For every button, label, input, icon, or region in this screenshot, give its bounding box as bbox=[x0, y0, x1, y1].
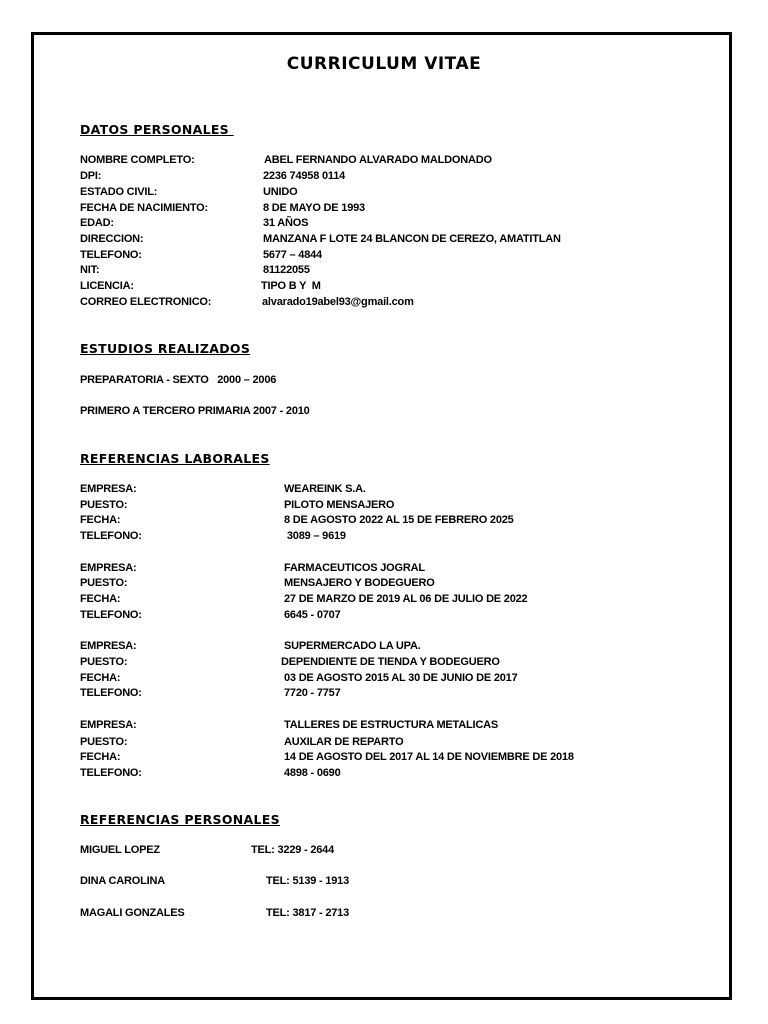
estudio-item: PREPARATORIA - SEXTO 2000 – 2006 bbox=[80, 374, 277, 386]
label-fecha: FECHA: bbox=[80, 514, 121, 526]
heading-referencias-laborales: REFERENCIAS LABORALES bbox=[80, 451, 270, 466]
value-direccion: MANZANA F LOTE 24 BLANCON DE CEREZO, AMATITLAN bbox=[263, 233, 561, 245]
value-fecha: 14 DE AGOSTO DEL 2017 AL 14 DE NOVIEMBRE DE 2018 bbox=[284, 751, 574, 763]
value-telefono: 6645 - 0707 bbox=[284, 609, 341, 621]
label-empresa: EMPRESA: bbox=[80, 640, 137, 652]
value-telefono: 3089 – 9619 bbox=[284, 530, 346, 542]
value-dpi: 2236 74958 0114 bbox=[263, 170, 346, 182]
label-correo: CORREO ELECTRONICO: bbox=[80, 296, 212, 308]
label-dpi: DPI: bbox=[80, 170, 102, 182]
value-fecha-nacimiento: 8 DE MAYO DE 1993 bbox=[263, 202, 365, 214]
label-fecha: FECHA: bbox=[80, 751, 121, 763]
value-puesto: MENSAJERO Y BODEGUERO bbox=[284, 577, 435, 589]
heading-estudios: ESTUDIOS REALIZADOS bbox=[80, 341, 251, 356]
estudio-item: PRIMERO A TERCERO PRIMARIA 2007 - 2010 bbox=[80, 405, 310, 417]
value-empresa: SUPERMERCADO LA UPA. bbox=[284, 640, 421, 652]
reference-name: DINA CAROLINA bbox=[80, 875, 165, 887]
value-telefono: 4898 - 0690 bbox=[284, 767, 341, 779]
label-empresa: EMPRESA: bbox=[80, 483, 137, 495]
label-telefono: TELEFONO: bbox=[80, 767, 142, 779]
value-fecha: 03 DE AGOSTO 2015 AL 30 DE JUNIO DE 2017 bbox=[284, 672, 518, 684]
reference-phone: TEL: 3817 - 2713 bbox=[266, 907, 350, 919]
label-edad: EDAD: bbox=[80, 217, 114, 229]
value-telefono: 5677 – 4844 bbox=[263, 249, 322, 261]
value-empresa: TALLERES DE ESTRUCTURA METALICAS bbox=[284, 719, 499, 731]
value-nit: 81122055 bbox=[263, 264, 310, 276]
label-telefono: TELEFONO: bbox=[80, 530, 142, 542]
value-fecha: 8 DE AGOSTO 2022 AL 15 DE FEBRERO 2025 bbox=[284, 514, 514, 526]
value-empresa: WEAREINK S.A. bbox=[284, 483, 366, 495]
label-empresa: EMPRESA: bbox=[80, 719, 137, 731]
label-fecha-nacimiento: FECHA DE NACIMIENTO: bbox=[80, 202, 209, 214]
value-puesto: DEPENDIENTE DE TIENDA Y BODEGUERO bbox=[281, 656, 500, 668]
value-empresa: FARMACEUTICOS JOGRAL bbox=[284, 562, 425, 574]
label-fecha: FECHA: bbox=[80, 672, 121, 684]
value-correo: alvarado19abel93@gmail.com bbox=[262, 296, 414, 308]
label-fecha: FECHA: bbox=[80, 593, 121, 605]
label-estado-civil: ESTADO CIVIL: bbox=[80, 186, 158, 198]
label-telefono: TELEFONO: bbox=[80, 249, 142, 261]
heading-referencias-personales: REFERENCIAS PERSONALES bbox=[80, 812, 280, 827]
value-nombre: ABEL FERNANDO ALVARADO MALDONADO bbox=[264, 154, 492, 166]
value-licencia: TIPO B Y M bbox=[261, 280, 321, 292]
reference-name: MAGALI GONZALES bbox=[80, 907, 185, 919]
label-puesto: PUESTO: bbox=[80, 577, 128, 589]
label-licencia: LICENCIA: bbox=[80, 280, 134, 292]
heading-datos-personales: DATOS PERSONALES bbox=[80, 122, 234, 137]
label-nombre: NOMBRE COMPLETO: bbox=[80, 154, 195, 166]
value-puesto: AUXILAR DE REPARTO bbox=[284, 736, 404, 748]
document-title: CURRICULUM VITAE bbox=[286, 54, 482, 74]
value-estado-civil: UNIDO bbox=[263, 186, 298, 198]
value-puesto: PILOTO MENSAJERO bbox=[284, 499, 395, 511]
reference-name: MIGUEL LOPEZ bbox=[80, 844, 160, 856]
label-puesto: PUESTO: bbox=[80, 499, 128, 511]
label-empresa: EMPRESA: bbox=[80, 562, 137, 574]
value-fecha: 27 DE MARZO DE 2019 AL 06 DE JULIO DE 2022 bbox=[284, 593, 528, 605]
label-nit: NIT: bbox=[80, 264, 100, 276]
value-edad: 31 AÑOS bbox=[263, 217, 309, 229]
label-telefono: TELEFONO: bbox=[80, 609, 142, 621]
reference-phone: TEL: 3229 - 2644 bbox=[251, 844, 335, 856]
reference-phone: TEL: 5139 - 1913 bbox=[266, 875, 350, 887]
value-telefono: 7720 - 7757 bbox=[284, 687, 341, 699]
label-direccion: DIRECCION: bbox=[80, 233, 144, 245]
label-puesto: PUESTO: bbox=[80, 736, 128, 748]
label-telefono: TELEFONO: bbox=[80, 687, 142, 699]
label-puesto: PUESTO: bbox=[80, 656, 128, 668]
